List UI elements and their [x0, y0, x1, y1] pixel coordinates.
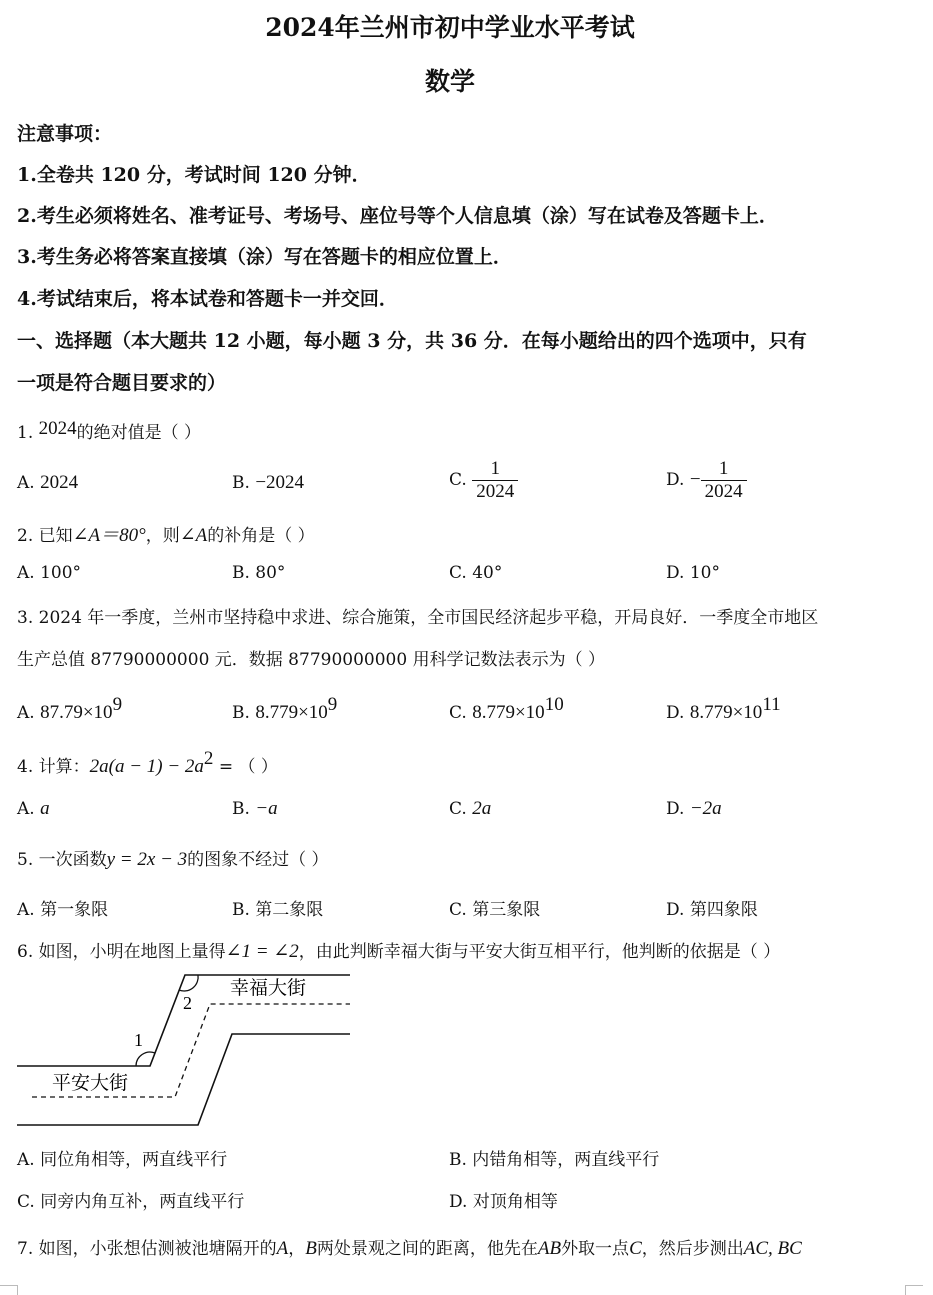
question-text: 5. 一次函数 — [17, 850, 107, 870]
question-text: 的补角是（ ） — [207, 526, 315, 546]
option-value: −2024 — [255, 472, 305, 493]
question-2 — [17, 520, 315, 547]
option-a[interactable] — [17, 472, 78, 494]
option-b[interactable] — [232, 694, 337, 724]
option-label: B. — [232, 703, 250, 723]
option-a[interactable]: A. 第一象限 — [17, 900, 109, 920]
question-7 — [17, 1234, 802, 1260]
note-item: 1.全卷共 120 分，考试时间 120 分钟． — [17, 164, 371, 186]
option-a[interactable] — [17, 694, 122, 724]
option-label: C. — [449, 470, 467, 490]
option-value: a — [40, 798, 50, 819]
question-1 — [17, 418, 201, 444]
question-5 — [17, 845, 329, 871]
option-label: D. — [666, 703, 685, 723]
question-text: 7. 如图，小张想估测被池塘隔开的 — [17, 1239, 277, 1259]
exponent: 11 — [762, 694, 781, 715]
option-b[interactable] — [232, 798, 278, 820]
fraction-numerator: 1 — [472, 458, 518, 481]
option-a[interactable]: A. 同位角相等，两直线平行 — [17, 1150, 228, 1170]
option-a[interactable] — [17, 798, 50, 820]
exponent: 9 — [327, 694, 338, 715]
option-label: D. — [666, 799, 690, 819]
option-b[interactable]: B. 第二象限 — [232, 900, 324, 920]
option-d[interactable] — [666, 458, 747, 503]
option-label: B. — [232, 799, 256, 819]
note-item: 4.考试结束后，将本试卷和答题卡一并交回． — [17, 288, 398, 310]
street-map-figure — [0, 960, 370, 1140]
option-value: 8.779×10 — [472, 702, 545, 723]
exponent: 9 — [112, 694, 123, 715]
page-corner-mark — [0, 1285, 18, 1295]
fraction — [701, 458, 747, 503]
option-c[interactable]: C. 第三象限 — [449, 900, 541, 920]
option-value: −a — [255, 798, 278, 819]
option-d[interactable] — [666, 798, 722, 820]
question-text: ，然后步测出 — [641, 1239, 744, 1259]
angle-1-label: 1 — [134, 1030, 143, 1050]
option-value: 8.779×10 — [255, 702, 328, 723]
option-c[interactable]: C. 同旁内角互补，两直线平行 — [17, 1192, 245, 1212]
section-heading: 一、选择题（本大题共 12 小题，每小题 3 分，共 36 分．在每小题给出的四个选项中，只有 — [17, 330, 807, 352]
question-4 — [17, 748, 278, 778]
question-text: 外取一点 — [561, 1239, 630, 1259]
question-3-cont: 生产总值 87790000000 元．数据 87790000000 用科学记数法表示为（ ） — [17, 650, 605, 670]
option-b[interactable]: B. 内错角相等，两直线平行 — [449, 1150, 660, 1170]
option-b[interactable]: B. 80° — [232, 563, 286, 583]
option-label: C. — [449, 703, 467, 723]
math-expression: A — [276, 1238, 289, 1259]
fraction-numerator: 1 — [701, 458, 747, 481]
exponent: 2 — [203, 748, 214, 769]
option-label: A. — [17, 703, 35, 723]
option-c[interactable]: C. 40° — [449, 563, 503, 583]
option-label: D. — [666, 470, 685, 490]
street-label-bottom: 平安大街 — [52, 1072, 129, 1094]
question-text: 的图象不经过（ ） — [187, 850, 329, 870]
option-value: 2a — [472, 798, 492, 819]
option-d[interactable]: D. 10° — [666, 563, 720, 583]
option-c[interactable] — [449, 694, 564, 724]
question-text: 4. 计算： — [17, 757, 90, 777]
option-a[interactable]: A. 100° — [17, 563, 82, 583]
option-b[interactable] — [232, 472, 304, 494]
note-item: 2.考生必须将姓名、准考证号、考场号、座位号等个人信息填（涂）写在试卷及答题卡上． — [17, 205, 778, 227]
option-c[interactable] — [449, 458, 518, 503]
question-text: 两处景观之间的距离，他先在 — [316, 1239, 538, 1259]
math-expression: 2a(a − 1) − 2a — [89, 756, 204, 777]
math-expression: B — [305, 1238, 317, 1259]
option-label: C. — [449, 799, 473, 819]
math-expression: y = 2x − 3 — [106, 849, 188, 870]
option-label: B. — [232, 473, 250, 493]
question-text: 6. 如图，小明在地图上量得 — [17, 942, 226, 962]
option-label: A. — [17, 799, 41, 819]
math-expression: ∠A＝80° — [72, 525, 146, 546]
question-text: = （ ） — [213, 757, 278, 777]
question-number: 1. — [17, 423, 34, 443]
option-label: A. — [17, 473, 35, 493]
note-item: 3.考生务必将答案直接填（涂）写在答题卡的相应位置上． — [17, 246, 512, 268]
option-c[interactable] — [449, 798, 491, 820]
math-expression: 2024 — [38, 418, 77, 439]
option-value: −2a — [689, 798, 722, 819]
exam-title: 2024年兰州市初中学业水平考试 — [265, 13, 635, 42]
angle-2-label: 2 — [183, 993, 192, 1013]
option-value: 87.79×10 — [40, 702, 113, 723]
math-expression: AB — [537, 1238, 562, 1259]
fraction — [472, 458, 518, 503]
question-text: ， — [288, 1239, 306, 1259]
section-heading-cont: 一项是符合题目要求的） — [17, 372, 227, 394]
option-d[interactable]: D. 第四象限 — [666, 900, 758, 920]
exponent: 10 — [544, 694, 564, 715]
option-d[interactable] — [666, 694, 781, 724]
street-label-top: 幸福大街 — [230, 977, 307, 999]
math-expression: C — [629, 1238, 642, 1259]
math-expression: ∠1 = ∠2 — [225, 941, 299, 962]
question-text: 2. 已知 — [17, 526, 73, 546]
question-text: ，由此判断幸福大街与平安大街互相平行，他判断的依据是（ ） — [298, 942, 781, 962]
fraction-denominator: 2024 — [476, 481, 515, 502]
question-text: 的绝对值是（ ） — [76, 423, 202, 443]
math-expression: ∠A — [179, 525, 208, 546]
page-corner-mark — [905, 1285, 923, 1295]
option-d[interactable]: D. 对顶角相等 — [449, 1192, 558, 1212]
option-value: 2024 — [40, 472, 79, 493]
exam-subject: 数学 — [424, 67, 475, 96]
minus-sign: − — [689, 469, 701, 490]
fraction-denominator: 2024 — [704, 481, 743, 502]
question-text: ，则 — [145, 526, 180, 546]
notes-heading: 注意事项： — [17, 123, 113, 145]
question-3: 3. 2024 年一季度，兰州市坚持稳中求进、综合施策，全市国民经济起步平稳，开局良好．一季度全市地区 — [17, 608, 819, 628]
math-expression: AC, BC — [743, 1238, 802, 1259]
option-value: 8.779×10 — [689, 702, 763, 723]
